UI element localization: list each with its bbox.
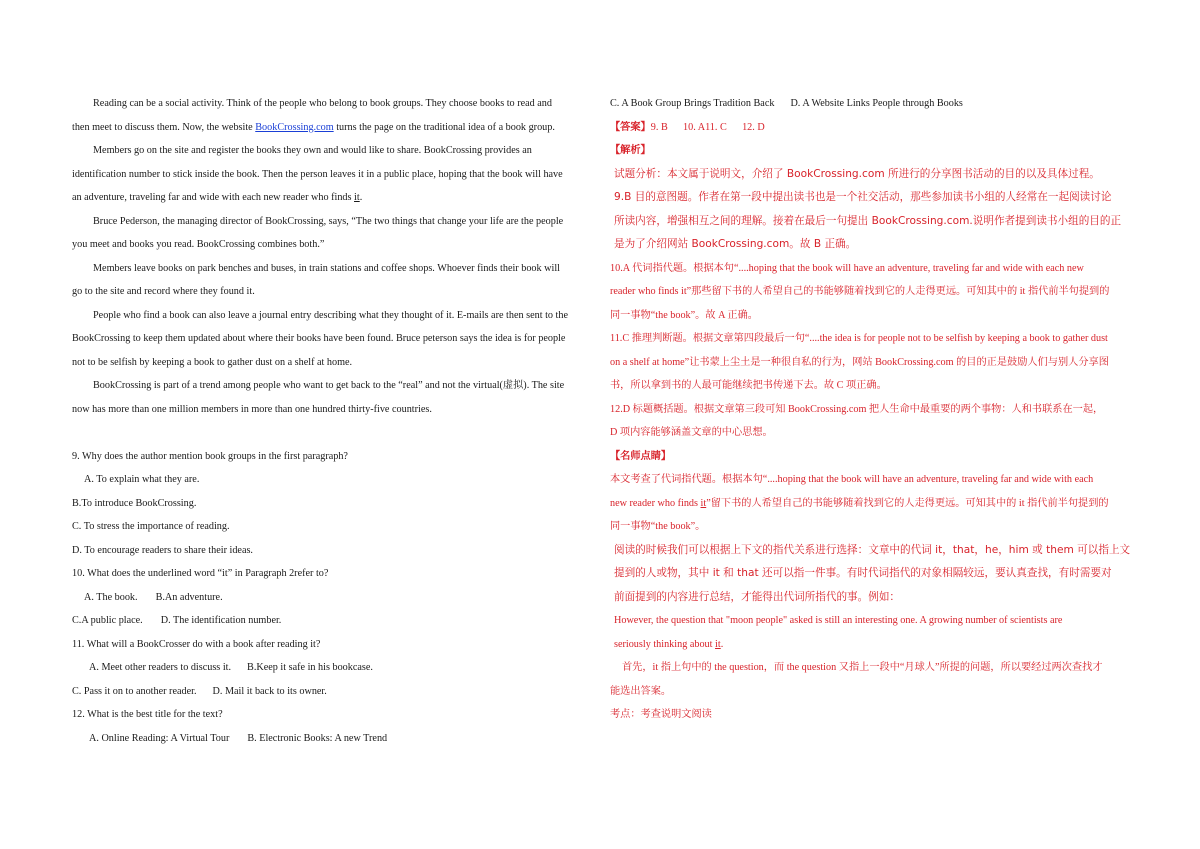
passage-line: Members go on the site and register the books they own and would like to share. BookCrossing provides an <box>93 145 532 156</box>
spacer <box>72 421 590 445</box>
underlined-word-it: it <box>715 638 721 650</box>
passage-line: People who find a book can also leave a journal entry describing what they thought of it. E-mails are then sent to the <box>93 309 569 321</box>
option-9c: C. To stress the importance of reading. <box>72 521 230 532</box>
passage-line: Members leave books on park benches and buses, in train stations and coffee shops. Whoever finds their book will <box>93 262 561 274</box>
bookcrossing-link[interactable]: BookCrossing.com <box>255 121 334 133</box>
passage-line: BookCrossing is part of a trend among people who want to get back to the “real” and not the virtual(虚拟). The site <box>93 380 565 391</box>
answer-label: 【答案】 <box>610 121 651 133</box>
tip-label: 【名师点睛】 <box>610 450 672 462</box>
option-9d: D. To encourage readers to share their ideas. <box>72 544 253 556</box>
options-12cd <box>610 92 1130 116</box>
option-10b: B.An adventure. <box>155 591 223 603</box>
option-11d: D. Mail it back to its owner. <box>212 685 327 697</box>
note-line: 能选出答案。 <box>610 685 672 697</box>
tip-line: 本文考查了代词指代题。根据本句“....hoping that the book will have an adventure, traveling far and wide with each <box>610 474 1094 485</box>
explanation-9-line: 是为了介绍网站 BookCrossing.com。故 B 正确。 <box>614 238 857 250</box>
explanation-10-line: reader who finds it”那些留下书的人希望自己的书能够随着找到它的人走得更远。可知其中的 it 指代前半句提到的 <box>610 286 1110 297</box>
options-10ab <box>72 586 590 610</box>
kaodian-line: 考点：考查说明文阅读 <box>610 709 712 720</box>
passage-line: identification number to stick inside the book. Then the person leaves it in a public place, hoping that the book will have <box>72 168 563 180</box>
passage-line: you meet and books you read. BookCrossing combines both.” <box>72 239 325 250</box>
example-text: . <box>720 638 724 650</box>
answer-column <box>610 92 1130 727</box>
tip-line <box>610 492 1130 516</box>
option-12a: A. Online Reading: A Virtual Tour <box>89 732 230 744</box>
options-11ab <box>72 656 590 680</box>
explanation-11-line: 11.C 推理判断题。根据文章第四段最后一句“....the idea is for people not to be selfish by keeping a book to gather dust <box>610 333 1108 344</box>
tip-paragraph-line: 前面提到的内容进行总结，才能得出代词所指代的事。例如： <box>614 590 901 603</box>
passage-line: go to the site and record where they found it. <box>72 286 255 297</box>
passage-line: BookCrossing to keep them updated about where their books have been found. Bruce peterson says the idea is for people <box>72 333 566 344</box>
question-11: 11. What will a BookCrosser do with a book after reading it? <box>72 638 321 650</box>
answer-line <box>610 116 1130 140</box>
explanation-11-line: 书，所以拿到书的人最可能继续把书传递下去。故 C 项正确。 <box>610 380 887 391</box>
passage-text: turns the page on the traditional idea of a book group. <box>333 121 555 133</box>
example-line <box>610 633 1130 657</box>
explanation-9-line: 所读内容，增强相互之间的理解。接着在最后一句提出 BookCrossing.com.说明作者提到读书小组的目的正 <box>614 214 1122 227</box>
passage-line: Bruce Pederson, the managing director of BookCrossing, says, “The two things that change your life are the people <box>93 215 564 227</box>
passage-text: . <box>359 192 363 203</box>
tip-paragraph-line: 提到的人或物，其中 it 和 that 还可以指一件事。有时代词指代的对象相隔较远，要认真查找，有时需要对 <box>614 567 1112 579</box>
option-10a: A. The book. <box>84 591 138 603</box>
option-12b: B. Electronic Books: A new Trend <box>247 732 388 744</box>
option-10c: C.A public place. <box>72 615 143 626</box>
explanation-10-line: 10.A 代词指代题。根据本句“....hoping that the book will have an adventure, traveling far and wide with each new <box>610 262 1084 274</box>
tip-line: 同一事物“the book”。 <box>610 521 706 532</box>
passage-column <box>72 92 590 750</box>
note-line: 首先，it 指上句中的 the question，而 the question 又指上一段中“月球人”所提的问题，所以要经过两次查找才 <box>622 662 1103 673</box>
options-12ab <box>72 727 590 751</box>
tip-text: ”留下书的人希望自己的书能够随着找到它的人走得更远。可知其中的 it 指代前半句提到的 <box>706 497 1109 509</box>
passage-line: not to be selfish by keeping a book to gather dust on a shelf at home. <box>72 356 353 368</box>
analysis-label: 【解析】 <box>610 145 651 156</box>
passage-text: an adventure, traveling far and wide with each new reader who finds <box>72 192 355 203</box>
passage-line <box>72 186 590 210</box>
option-11b: B.Keep it safe in his bookcase. <box>247 662 373 673</box>
explanation-12-line: D 项内容能够涵盖文章的中心思想。 <box>610 427 773 438</box>
option-11a: A. Meet other readers to discuss it. <box>89 662 232 673</box>
explanation-12-line: 12.D 标题概括题。根据文章第三段可知 BookCrossing.com 把人生命中最重要的两个事物：人和书联系在一起， <box>610 403 1104 415</box>
options-10cd <box>72 609 590 633</box>
option-11c: C. Pass it on to another reader. <box>72 685 197 697</box>
example-line: However, the question that "moon people" asked is still an interesting one. A growing number of scientists are <box>614 615 1063 626</box>
passage-line: Reading can be a social activity. Think of the people who belong to book groups. They choose books to read and <box>93 98 552 109</box>
underlined-word-it: it <box>700 497 707 509</box>
example-text: seriously thinking about <box>614 638 716 650</box>
question-12: 12. What is the best title for the text? <box>72 709 223 720</box>
explanation-11-line: on a shelf at home”让书蒙上尘土是一种很自私的行为，网站 BookCrossing.com 的目的正是鼓励人们与别人分享图 <box>610 356 1109 368</box>
explanation-9-line: 9.B 目的意图题。作者在第一段中提出读书也是一个社交活动，那些参加读书小组的人经常在一起阅读讨论 <box>614 191 1112 203</box>
answer-text: 9. B 10. A11. C 12. D <box>650 121 765 133</box>
analysis-summary: 试题分析：本文属于说明文，介绍了 BookCrossing.com 所进行的分享图书活动的目的以及具体过程。 <box>614 167 1100 180</box>
passage-line <box>72 116 590 140</box>
explanation-10-line: 同一事物“the book”。故 A 正确。 <box>610 309 758 321</box>
option-9b: B.To introduce BookCrossing. <box>72 497 197 509</box>
option-12d: D. A Website Links People through Books <box>790 98 963 109</box>
option-10d: D. The identification number. <box>160 615 282 626</box>
tip-paragraph-line: 阅读的时候我们可以根据上下文的指代关系进行选择：文章中的代词 it，that，he，him 或 them 可以指上文 <box>614 543 1130 556</box>
passage-text: then meet to discuss them. Now, the website <box>72 121 256 133</box>
options-11cd <box>72 680 590 704</box>
question-10: 10. What does the underlined word “it” in Paragraph 2refer to? <box>72 568 329 579</box>
option-9a: A. To explain what they are. <box>84 474 200 485</box>
option-12c: C. A Book Group Brings Tradition Back <box>610 98 775 109</box>
underlined-word-it: it <box>354 192 360 203</box>
question-9: 9. Why does the author mention book groups in the first paragraph? <box>72 450 348 462</box>
passage-line: now has more than one million members in more than one hundred thirty-five countries. <box>72 403 432 415</box>
tip-text: new reader who finds <box>610 497 701 509</box>
